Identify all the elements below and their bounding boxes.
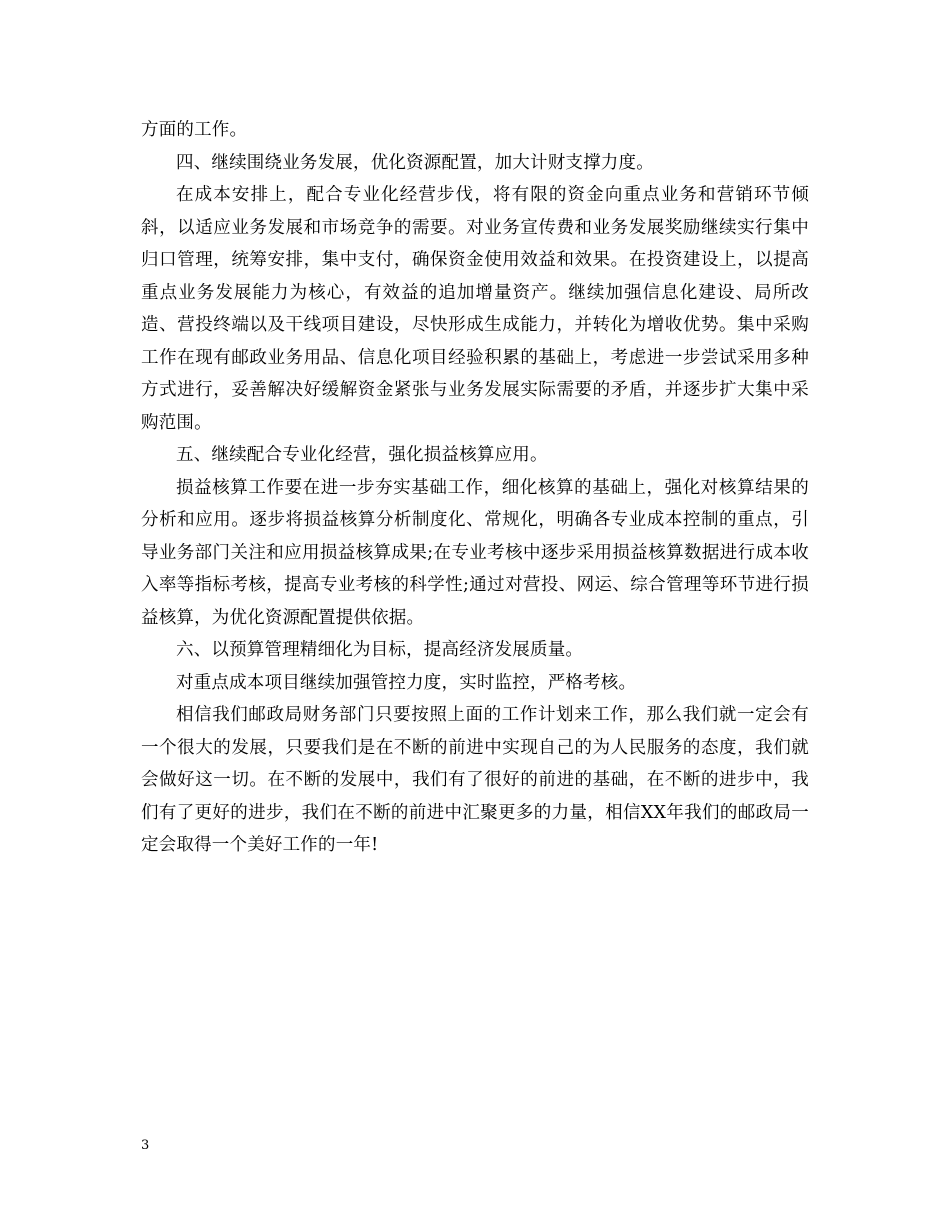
paragraph-conclusion: 相信我们邮政局财务部门只要按照上面的工作计划来工作，那么我们就一定会有一个很大的发展，只要我们是在不断的前进中实现自己的为人民服务的态度，我们就会做好这一切。在不断的发展中，我们有了很好的前进的基础，在不断的进步中，我们有了更好的进步，我们在不断的前进中汇聚更多的力量，相信XX年我们的邮政局一定会取得一个美好工作的一年! <box>141 705 809 855</box>
paragraph-continuation: 方面的工作。 <box>141 120 248 140</box>
paragraph-cost-control: 对重点成本项目继续加强管控力度，实时监控，严格考核。 <box>176 672 637 693</box>
page-number: 3 <box>141 1138 150 1153</box>
section-heading-5: 五、继续配合专业化经营，强化损益核算应用。 <box>176 445 548 465</box>
paragraph-cost-arrangement: 在成本安排上，配合专业化经营步伐，将有限的资金向重点业务和营销环节倾斜，以适应业务发展和市场竞争的需要。对业务宣传费和业务发展奖励继续实行集中归口管理，统筹安排，集中支付，确保资金使用效益和效果。在投资建设上，以提高重点业务发展能力为核心，有效益的追加增量资产。继续加强信息化建设、局所改造、营投终端以及干线项目建设，尽快形成生成能力，并转化为增收优势。集中采购工作在现有邮政业务用品、信息化项目经验积累的基础上，考虑进一步尝试采用多种方式进行，妥善解决好缓解资金紧张与业务发展实际需要的矛盾，并逐步扩大集中采购范围。 <box>141 185 809 433</box>
paragraph-profit-loss-accounting: 损益核算工作要在进一步夯实基础工作，细化核算的基础上，强化对核算结果的分析和应用。逐步将损益核算分析制度化、常规化，明确各专业成本控制的重点，引导业务部门关注和应用损益核算成果;在专业考核中逐步采用损益核算数据进行成本收入率等指标考核，提高专业考核的科学性;通过对营投、网运、综合管理等环节进行损益核算，为优化资源配置提供依据。 <box>141 477 809 628</box>
section-heading-4: 四、继续围绕业务发展，优化资源配置，加大计财支撑力度。 <box>176 152 654 173</box>
section-heading-6: 六、以预算管理精细化为目标，提高经济发展质量。 <box>176 640 584 660</box>
body-text <box>141 114 809 862</box>
